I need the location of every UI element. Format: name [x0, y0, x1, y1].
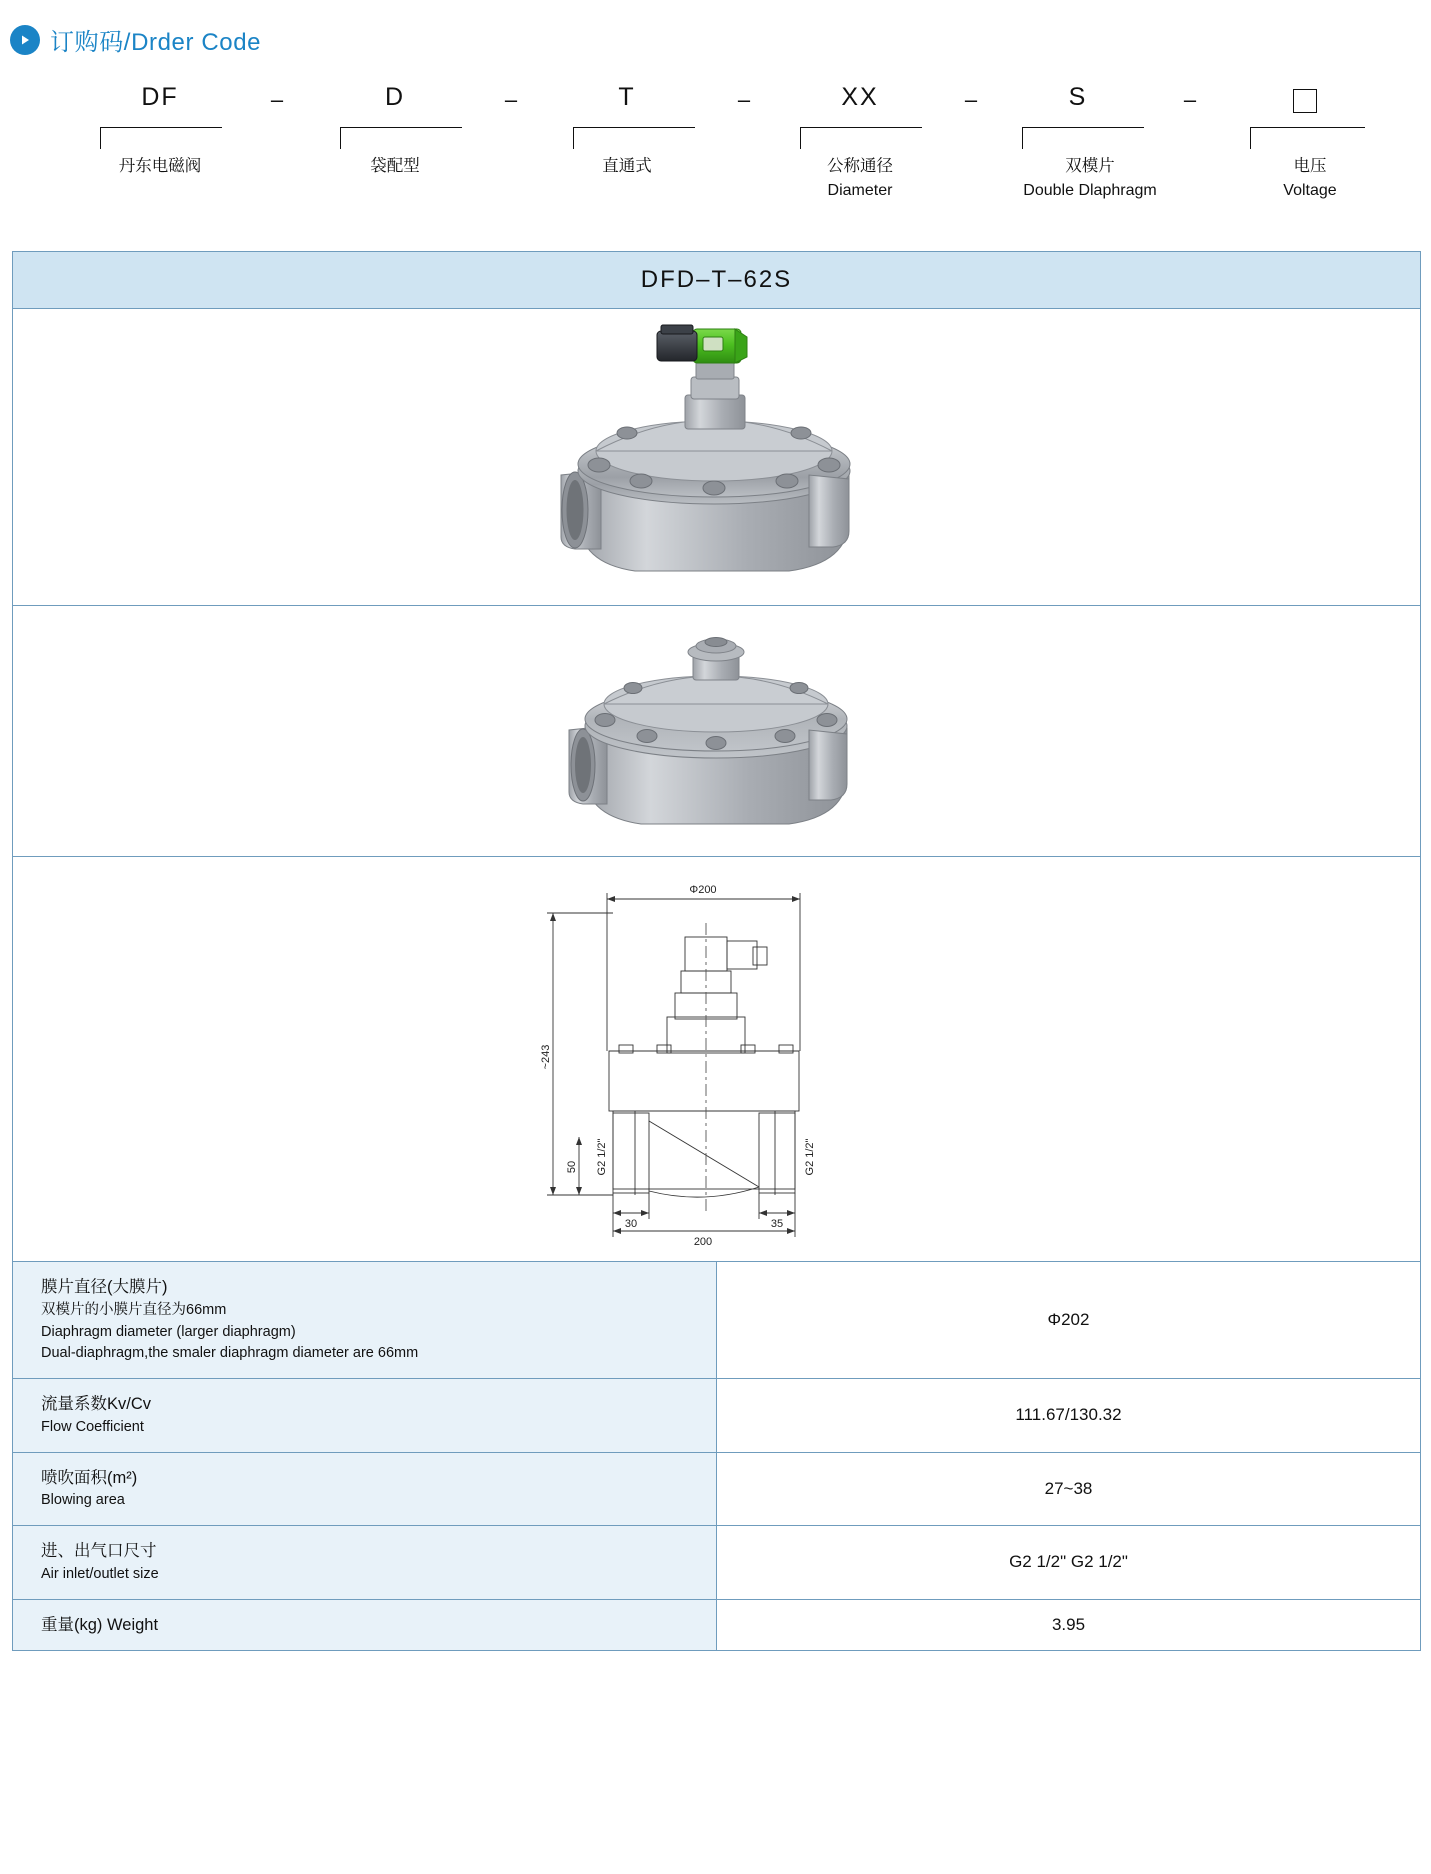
- product-title: DFD–T–62S: [13, 252, 1420, 309]
- leader-line-6: [1250, 127, 1365, 128]
- dim-height: ~243: [539, 1044, 552, 1070]
- dimension-drawing: [517, 875, 917, 1247]
- section-header: [0, 0, 1431, 57]
- order-code-label-brand: 丹东电磁阀: [118, 157, 202, 175]
- leader-tick-5: [1022, 127, 1023, 149]
- product-technical-drawing: [13, 857, 1420, 1262]
- leader-line-1: [100, 127, 222, 128]
- leader-line-4: [800, 127, 922, 128]
- order-code-label-diameter: 公称通径 Diameter: [827, 157, 893, 199]
- spec-rows: [13, 1262, 1420, 1650]
- table-row: [13, 1379, 1420, 1453]
- order-code-dash-5: –: [1183, 87, 1197, 112]
- order-code-label-voltage: 电压 Voltage: [1283, 157, 1337, 199]
- spec-value-flow-coefficient: 111.67/130.32: [717, 1379, 1421, 1453]
- order-code-label-diaphragm: 双模片 Double Dlaphragm: [1023, 157, 1157, 199]
- dim-top: Φ200: [688, 884, 717, 896]
- voltage-box: [1293, 89, 1317, 113]
- leader-tick-6: [1250, 127, 1251, 149]
- table-row: [13, 1599, 1420, 1650]
- spec-label-diaphragm: 膜片直径(大膜片) 双模片的小膜片直径为66mm Diaphragm diameter (larger diaphragm) Dual-diaphragm,the smaler diaphragm diameter are 66mm: [13, 1262, 717, 1379]
- table-row: [13, 1262, 1420, 1379]
- table-row: [13, 1452, 1420, 1526]
- spec-label-flow-coefficient: 流量系数Kv/Cv Flow Coefficient: [13, 1379, 717, 1453]
- leader-line-2: [340, 127, 462, 128]
- page-title: 订购码/Drder Code: [50, 29, 262, 56]
- spec-label-weight: 重量(kg) Weight: [13, 1599, 717, 1650]
- order-code-dash-2: –: [504, 87, 518, 112]
- leader-line-3: [573, 127, 695, 128]
- order-code-token-d: D: [384, 83, 406, 111]
- spec-value-weight: 3.95: [717, 1599, 1421, 1650]
- order-code-dash-4: –: [964, 87, 978, 112]
- order-code-label-straight: 直通式: [602, 157, 652, 175]
- dim-port-right: G2 1/2": [803, 1138, 816, 1176]
- valve-illustration-1: [557, 323, 877, 595]
- order-code-token-xx: XX: [841, 83, 879, 111]
- order-code-token-df: DF: [141, 83, 179, 111]
- order-code-token-s: S: [1068, 83, 1088, 111]
- spec-value-port-size: G2 1/2" G2 1/2": [717, 1526, 1421, 1600]
- order-code-diagram: [0, 83, 1431, 233]
- order-code-dash-3: –: [737, 87, 751, 112]
- order-code-token-t: T: [618, 83, 636, 111]
- dim-50: 50: [565, 1160, 578, 1174]
- spec-value-blowing-area: 27~38: [717, 1452, 1421, 1526]
- spec-label-blowing-area: 喷吹面积(m²) Blowing area: [13, 1452, 717, 1526]
- product-spec-table: [12, 251, 1421, 1651]
- spec-value-diaphragm: Φ202: [717, 1262, 1421, 1379]
- leader-line-5: [1022, 127, 1144, 128]
- leader-tick-2: [340, 127, 341, 149]
- dim-bottom-left: 30: [624, 1218, 637, 1230]
- leader-tick-3: [573, 127, 574, 149]
- dim-port-left: G2 1/2": [595, 1138, 608, 1176]
- valve-illustration-2: [567, 624, 867, 838]
- order-code-label-type: 袋配型: [370, 157, 420, 175]
- leader-tick-1: [100, 127, 101, 149]
- table-row: [13, 1526, 1420, 1600]
- order-code-dash-1: –: [270, 87, 284, 112]
- product-photo-body: [13, 606, 1420, 857]
- leader-tick-4: [800, 127, 801, 149]
- dim-bottom-center: 200: [693, 1236, 712, 1247]
- product-photo-with-coil: [13, 309, 1420, 606]
- dim-bottom-right: 35: [770, 1218, 783, 1230]
- play-icon: [10, 25, 40, 55]
- spec-label-port-size: 进、出气口尺寸 Air inlet/outlet size: [13, 1526, 717, 1600]
